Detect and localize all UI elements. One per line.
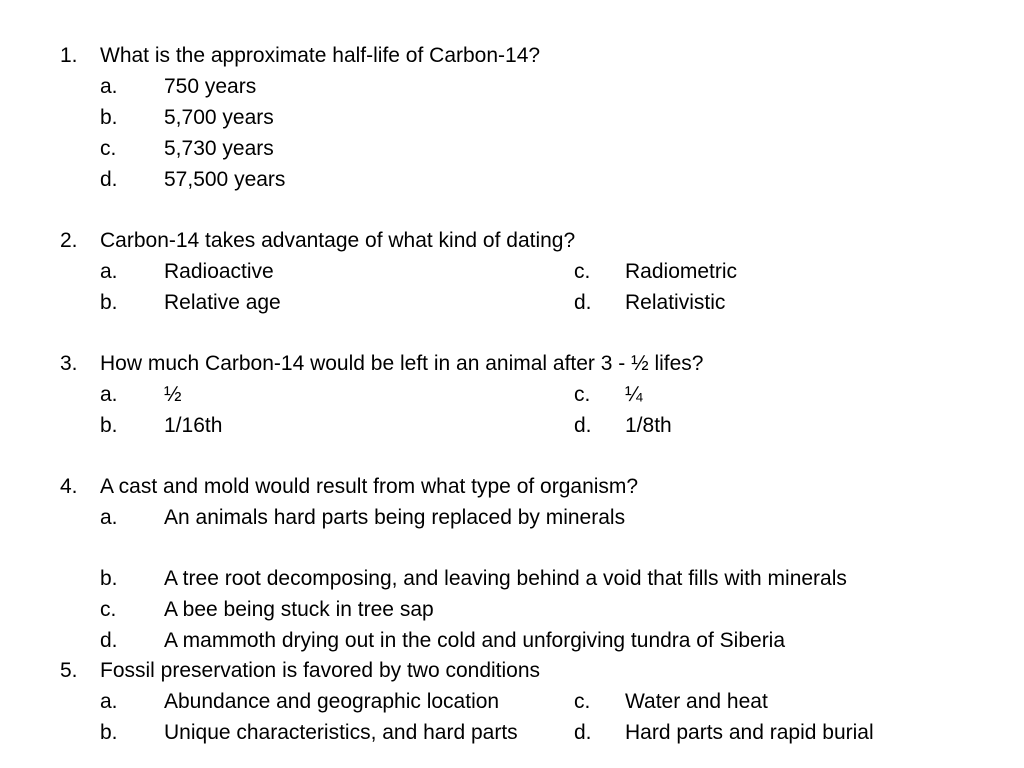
option-text: 1/8th xyxy=(625,414,672,437)
option-letter: a. xyxy=(100,260,118,283)
option-letter: a. xyxy=(100,506,118,529)
option-text: Radioactive xyxy=(164,260,274,283)
question-text: How much Carbon-14 would be left in an animal after 3 - ½ lifes? xyxy=(100,352,704,375)
question-number: 5. xyxy=(60,659,78,682)
question-text: A cast and mold would result from what type of organism? xyxy=(100,475,639,498)
option-text: An animals hard parts being replaced by minerals xyxy=(164,506,626,529)
option-text: A bee being stuck in tree sap xyxy=(164,598,434,621)
option-text: Hard parts and rapid burial xyxy=(625,721,874,744)
option-text: 750 years xyxy=(164,75,257,98)
option-text: Unique characteristics, and hard parts xyxy=(164,721,518,744)
question-number: 3. xyxy=(60,352,78,375)
option-text: ¼ xyxy=(625,383,643,406)
option-text: 5,700 years xyxy=(164,106,274,129)
option-letter: d. xyxy=(100,629,118,652)
option-letter: a. xyxy=(100,75,118,98)
option-text: Radiometric xyxy=(625,260,738,283)
option-letter: b. xyxy=(100,106,118,129)
option-letter: a. xyxy=(100,690,118,713)
option-text: A mammoth drying out in the cold and unforgiving tundra of Siberia xyxy=(164,629,786,652)
option-letter: a. xyxy=(100,383,118,406)
option-text: Relativistic xyxy=(625,291,726,314)
option-letter: c. xyxy=(574,383,591,406)
option-letter: c. xyxy=(574,690,591,713)
option-text: A tree root decomposing, and leaving behind a void that fills with minerals xyxy=(164,567,847,590)
option-letter: d. xyxy=(574,414,592,437)
question-text: Carbon-14 takes advantage of what kind of dating? xyxy=(100,229,576,252)
question-number: 2. xyxy=(60,229,78,252)
option-letter: d. xyxy=(100,168,118,191)
question-number: 4. xyxy=(60,475,78,498)
option-letter: d. xyxy=(574,721,592,744)
option-letter: b. xyxy=(100,721,118,744)
option-text: Abundance and geographic location xyxy=(164,690,500,713)
option-text: 1/16th xyxy=(164,414,223,437)
option-letter: c. xyxy=(100,598,117,621)
option-letter: b. xyxy=(100,567,118,590)
option-text: ½ xyxy=(164,383,182,406)
option-letter: c. xyxy=(574,260,591,283)
option-letter: d. xyxy=(574,291,592,314)
option-text: 5,730 years xyxy=(164,137,274,160)
question-number: 1. xyxy=(60,44,78,67)
option-letter: b. xyxy=(100,291,118,314)
option-text: Water and heat xyxy=(625,690,768,713)
option-text: Relative age xyxy=(164,291,281,314)
question-text: Fossil preservation is favored by two conditions xyxy=(100,659,541,682)
option-letter: b. xyxy=(100,414,118,437)
option-letter: c. xyxy=(100,137,117,160)
question-text: What is the approximate half-life of Carbon-14? xyxy=(100,44,541,67)
option-text: 57,500 years xyxy=(164,168,286,191)
